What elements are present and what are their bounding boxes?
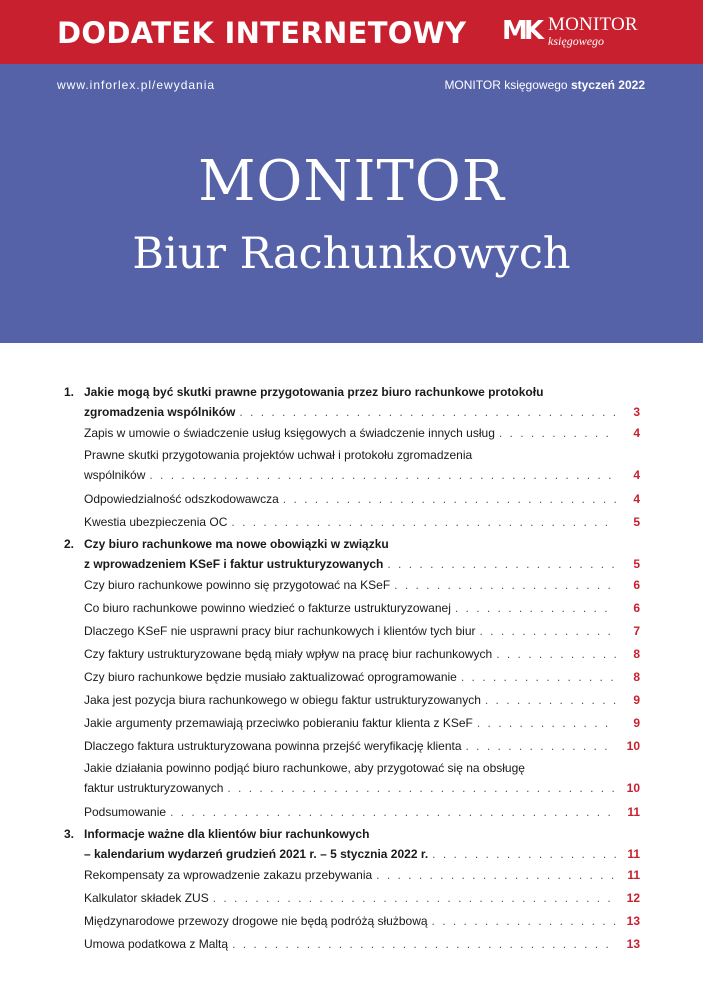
toc-item[interactable] xyxy=(64,422,640,445)
toc-item-title: Podsumowanie xyxy=(84,805,167,819)
toc-section-title: Czy biuro rachunkowe ma nowe obowiązki w związku xyxy=(84,537,389,551)
toc-item[interactable] xyxy=(64,712,640,735)
toc-item-title: Odpowiedzialność odszkodowawcza xyxy=(84,492,279,506)
toc-item[interactable] xyxy=(64,933,640,956)
dot-leader xyxy=(480,620,616,643)
toc-item-line xyxy=(64,801,640,824)
toc-item-line xyxy=(64,620,640,643)
dot-leader xyxy=(232,933,616,956)
toc-item-title: Zapis w umowie o świadczenie usług księgowych a świadczenie innych usług xyxy=(84,426,495,440)
dot-leader xyxy=(387,554,616,574)
website-url: www.inforlex.pl/ewydania xyxy=(57,78,216,92)
toc-item-title: Czy biuro rachunkowe powinno się przygotować na KSeF xyxy=(84,578,391,592)
toc-item-line xyxy=(64,758,640,778)
magazine-subtitle: Biur Rachunkowych xyxy=(132,229,571,279)
toc-item-title: Dlaczego faktura ustrukturyzowana powinna przejść weryfikację klienta xyxy=(84,739,462,753)
dot-leader xyxy=(149,465,616,485)
toc-item-line xyxy=(64,511,640,534)
toc-section-title: Informacje ważne dla klientów biur rachunkowych xyxy=(84,827,370,841)
dot-leader xyxy=(213,887,616,910)
toc-section-title-cont: zgromadzenia wspólników xyxy=(84,405,236,419)
toc-item[interactable] xyxy=(64,643,640,666)
toc-section-heading-line xyxy=(64,554,640,574)
dot-leader xyxy=(170,801,616,824)
dot-leader xyxy=(283,488,616,511)
toc-item-line xyxy=(64,422,640,445)
dot-leader xyxy=(231,511,616,534)
toc-page-number: 8 xyxy=(633,647,640,661)
toc-item-line xyxy=(64,488,640,511)
toc-page-number: 11 xyxy=(627,868,640,882)
toc-item-line xyxy=(64,574,640,597)
toc-section-heading-line xyxy=(64,534,640,554)
toc-item-title: Czy faktury ustrukturyzowane będą miały wpływ na pracę biur rachunkowych xyxy=(84,647,493,661)
toc-item-line xyxy=(64,465,640,488)
toc-item-line xyxy=(64,643,640,666)
toc-page-number: 3 xyxy=(633,405,640,419)
toc-page-number: 4 xyxy=(633,492,640,506)
toc-item-line xyxy=(64,933,640,956)
magazine-title: MONITOR xyxy=(198,149,505,214)
toc-item[interactable] xyxy=(64,887,640,910)
toc-item[interactable] xyxy=(64,488,640,511)
logo-ksiegowego-word: księgowego xyxy=(548,34,605,48)
toc-item-title: Prawne skutki przygotowania projektów uchwał i protokołu zgromadzenia xyxy=(84,448,473,462)
toc-item[interactable] xyxy=(64,801,640,824)
toc-page-number: 11 xyxy=(627,805,640,819)
table-of-contents xyxy=(64,382,640,956)
supplement-title: DODATEK INTERNETOWY xyxy=(57,16,467,50)
dot-leader xyxy=(496,643,616,666)
issue-publication: MONITOR księgowego xyxy=(444,78,568,92)
toc-item-line xyxy=(64,887,640,910)
top-header-bar xyxy=(0,0,703,64)
dot-leader xyxy=(394,574,616,597)
toc-page-number: 4 xyxy=(633,426,640,440)
toc-page-number: 5 xyxy=(633,515,640,529)
toc-page-number: 6 xyxy=(633,601,640,615)
toc-item-line xyxy=(64,778,640,801)
toc-item[interactable] xyxy=(64,574,640,597)
toc-item-title-cont: wspólników xyxy=(84,468,146,482)
toc-item-title: Międzynarodowe przewozy drogowe nie będą podróżą służbową xyxy=(84,914,428,928)
toc-page-number: 13 xyxy=(626,937,640,951)
toc-page-number: 4 xyxy=(633,468,640,482)
toc-section[interactable] xyxy=(64,382,640,422)
toc-item-title: Jaka jest pozycja biura rachunkowego w obiegu faktur ustrukturyzowanych xyxy=(84,693,481,707)
toc-page-number: 10 xyxy=(626,739,640,753)
toc-item-title: Co biuro rachunkowe powinno wiedzieć o fakturze ustrukturyzowanej xyxy=(84,601,451,615)
toc-section-title-cont: – kalendarium wydarzeń grudzień 2021 r. – 5 stycznia 2022 r. xyxy=(84,847,429,861)
toc-item-line xyxy=(64,689,640,712)
toc-item[interactable] xyxy=(64,758,640,801)
dot-leader xyxy=(227,778,616,798)
dot-leader xyxy=(455,597,616,620)
toc-item-title: Umowa podatkowa z Maltą xyxy=(84,937,229,951)
toc-item-title: Kalkulator składek ZUS xyxy=(84,891,209,905)
toc-section[interactable] xyxy=(64,824,640,864)
toc-item[interactable] xyxy=(64,735,640,758)
toc-page-number: 7 xyxy=(633,624,640,638)
toc-page-number: 10 xyxy=(626,781,640,795)
toc-page-number: 9 xyxy=(633,693,640,707)
toc-page-number: 9 xyxy=(633,716,640,730)
toc-section-number: 1. xyxy=(64,385,75,399)
toc-page-number: 8 xyxy=(633,670,640,684)
dot-leader xyxy=(239,402,616,422)
toc-page-number: 12 xyxy=(626,891,640,905)
toc-item[interactable] xyxy=(64,666,640,689)
logo-monitor-word: MONITOR xyxy=(548,14,638,35)
toc-item-line xyxy=(64,735,640,758)
issue-date: styczeń 2022 xyxy=(570,78,645,92)
logo-mark: MK xyxy=(502,16,541,46)
toc-item[interactable] xyxy=(64,511,640,534)
toc-item-title: Kwestia ubezpieczenia OC xyxy=(84,515,228,529)
dot-leader xyxy=(466,735,616,758)
toc-item-line xyxy=(64,712,640,735)
dot-leader xyxy=(499,422,616,445)
issue-info xyxy=(444,78,645,92)
toc-item[interactable] xyxy=(64,620,640,643)
toc-page-number: 6 xyxy=(633,578,640,592)
toc-item-line xyxy=(64,597,640,620)
logo-text xyxy=(548,15,638,47)
toc-item-line xyxy=(64,910,640,933)
toc-item[interactable] xyxy=(64,910,640,933)
dot-leader xyxy=(477,712,616,735)
toc-section-heading-line xyxy=(64,824,640,844)
toc-item-line xyxy=(64,864,640,887)
toc-section-title-cont: z wprowadzeniem KSeF i faktur ustrukturyzowanych xyxy=(84,557,384,571)
toc-section-title: Jakie mogą być skutki prawne przygotowania przez biuro rachunkowe protokołu xyxy=(84,385,544,399)
toc-item-title-cont: faktur ustrukturyzowanych xyxy=(84,781,224,795)
toc-item-title: Jakie argumenty przemawiają przeciwko pobieraniu faktur klienta z KSeF xyxy=(84,716,473,730)
dot-leader xyxy=(461,666,616,689)
toc-section-heading-line xyxy=(64,382,640,402)
toc-section-heading-line xyxy=(64,844,640,864)
monitor-logo xyxy=(502,15,638,47)
toc-section-number: 3. xyxy=(64,827,75,841)
toc-page-number: 13 xyxy=(626,914,640,928)
toc-page-number: 11 xyxy=(627,847,640,861)
toc-item-line xyxy=(64,666,640,689)
toc-item[interactable] xyxy=(64,689,640,712)
toc-page-number: 5 xyxy=(633,557,640,571)
title-banner xyxy=(0,64,703,343)
toc-item-title: Rekompensaty za wprowadzenie zakazu przebywania xyxy=(84,868,373,882)
toc-section-number: 2. xyxy=(64,537,75,551)
toc-item-line xyxy=(64,445,640,465)
toc-item-title: Jakie działania powinno podjąć biuro rachunkowe, aby przygotować się na obsługę xyxy=(84,761,525,775)
toc-item-title: Dlaczego KSeF nie usprawni pracy biur rachunkowych i klientów tych biur xyxy=(84,624,476,638)
toc-item[interactable] xyxy=(64,864,640,887)
toc-item-title: Czy biuro rachunkowe będzie musiało zaktualizować oprogramowanie xyxy=(84,670,457,684)
dot-leader xyxy=(485,689,616,712)
toc-section-heading-line xyxy=(64,402,640,422)
dot-leader xyxy=(432,910,616,933)
dot-leader xyxy=(376,864,616,887)
toc-section[interactable] xyxy=(64,534,640,574)
dot-leader xyxy=(432,844,616,864)
toc-item[interactable] xyxy=(64,445,640,488)
toc-item[interactable] xyxy=(64,597,640,620)
